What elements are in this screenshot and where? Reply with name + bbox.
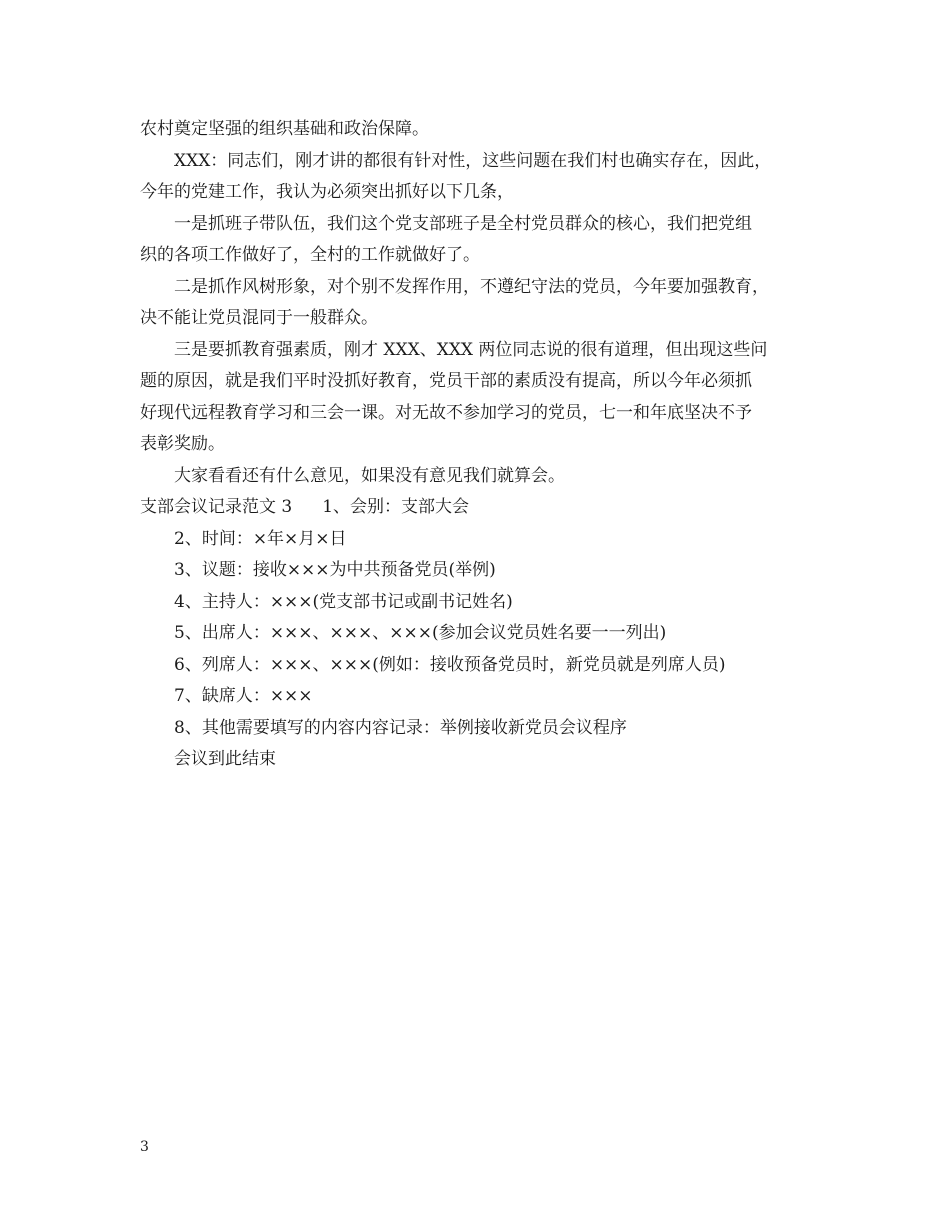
list-item: 1、会别：支部大会 [322,497,470,517]
document-body [140,114,830,776]
list-item: 6、列席人：×××、×××(例如：接收预备党员时，新党员就是列席人员) [174,654,726,675]
paragraph-line: 三是要抓教育强素质，刚才 XXX、XXX 两位同志说的很有道理，但出现这些问 [174,339,768,360]
section-heading-line [140,492,830,524]
paragraph-line: 决不能让党员混同于一般群众。 [140,308,378,328]
closing-line: 会议到此结束 [174,749,276,769]
section-title: 支部会议记录范文 3 [140,497,293,517]
paragraph-line: 好现代远程教育学习和三会一课。对无故不参加学习的党员，七一和年底坚决不予 [140,402,752,423]
paragraph-line: 织的各项工作做好了，全村的工作就做好了。 [140,245,480,265]
paragraph-line: 大家看看还有什么意见，如果没有意见我们就算会。 [174,465,565,486]
paragraph-line: 农村奠定坚强的组织基础和政治保障。 [140,119,429,139]
list-item: 2、时间：×年×月×日 [174,528,347,549]
paragraph-line: 今年的党建工作，我认为必须突出抓好以下几条， [140,182,514,202]
list-item: 5、出席人：×××、×××、×××(参加会议党员姓名要一一列出) [174,623,667,643]
paragraph-line: 二是抓作风树形象，对个别不发挥作用，不遵纪守法的党员，今年要加强教育， [174,276,769,297]
paragraph-line: 题的原因，就是我们平时没抓好教育，党员干部的素质没有提高，所以今年必须抓 [140,371,752,391]
list-item: 8、其他需要填写的内容内容记录：举例接收新党员会议程序 [174,717,627,738]
paragraph-line: XXX：同志们，刚才讲的都很有针对性，这些问题在我们村也确实存在，因此， [174,150,772,171]
list-item: 4、主持人：×××(党支部书记或副书记姓名) [174,591,513,612]
list-item: 7、缺席人：××× [174,686,313,706]
paragraph-line: 表彰奖励。 [140,434,225,454]
page-number: 3 [140,1139,149,1155]
paragraph-line: 一是抓班子带队伍，我们这个党支部班子是全村党员群众的核心，我们把党组 [174,213,752,234]
list-item: 3、议题：接收×××为中共预备党员(举例) [174,560,496,580]
